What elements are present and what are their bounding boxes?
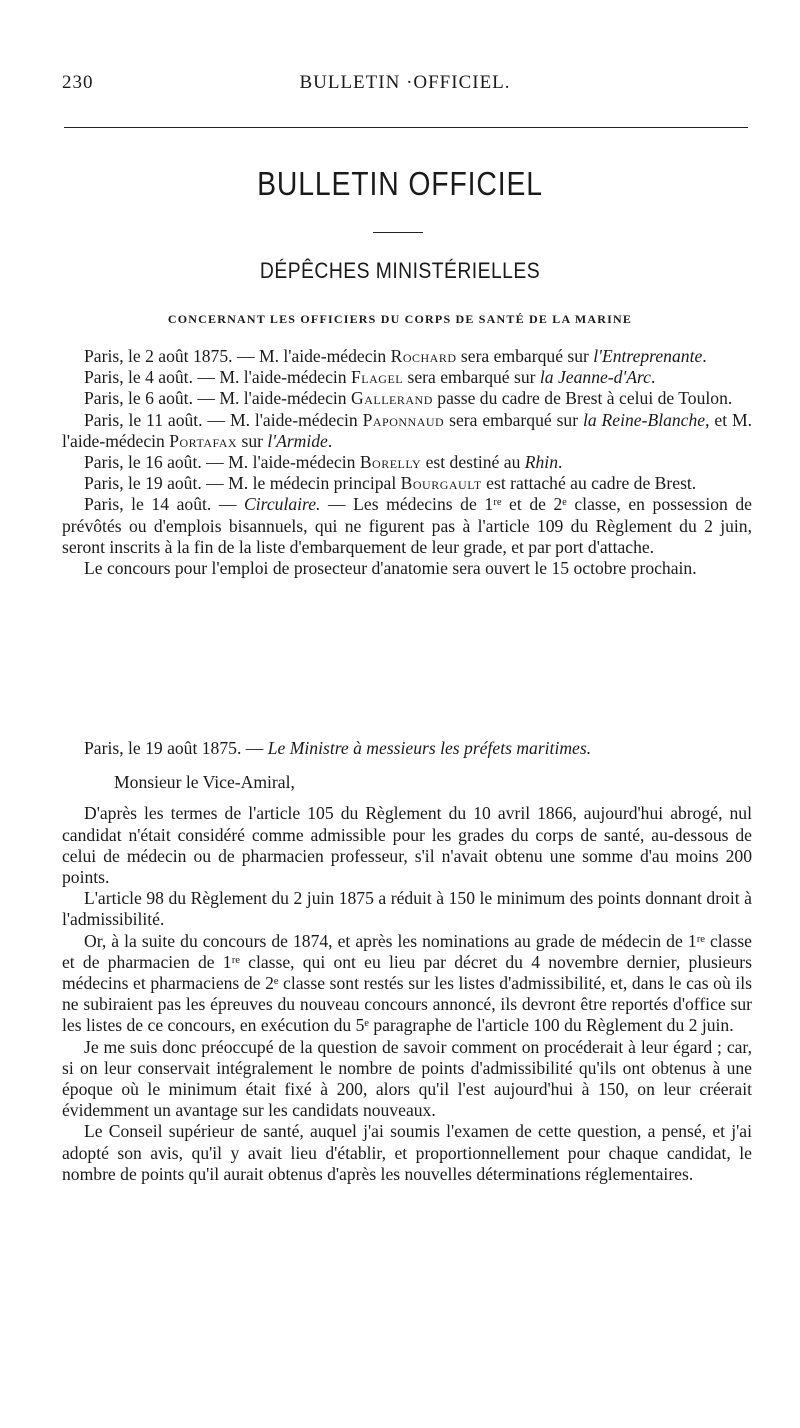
section-title: DÉPÊCHES MINISTÉRIELLES	[259, 258, 541, 283]
letter-salutation: Monsieur le Vice-Amiral,	[114, 772, 295, 793]
letter-paragraph: Le Conseil supérieur de santé, auquel j'ai soumis l'examen de cette question, a pensé, et j'ai adopté son avis, qu'il y avait lieu d'établir, et proportionnellement pour chaque candidat, le nombre de points qu'il aurait obtenus d'après les nouvelles déterminations réglementaires.	[62, 1121, 752, 1184]
person-name: Portafax	[169, 430, 238, 451]
dispatch-entry: Paris, le 11 août. — M. l'aide-médecin Paponnaud sera embarqué sur la Reine-Blanche, et M. l'aide-médecin Portafax sur l'Armide.	[62, 409, 753, 451]
ship-name: l'Entreprenante	[593, 346, 703, 366]
person-name: Paponnaud	[362, 409, 445, 430]
page-title: BULLETIN OFFICIEL	[257, 165, 543, 202]
circular-letter	[62, 738, 752, 1185]
letter-paragraph: Je me suis donc préoccupé de la question de savoir comment on procéderait à leur égard ; car, si on leur conservait intégralement le nombre de points d'admissibilité qu'ils ont obtenus à une époque où le minimum était fixé à 200, alors qu'il l'est aujourd'hui à 150, on leur créerait évidemment un avantage sur les candidats nouveaux.	[62, 1036, 752, 1121]
ship-name: Rhin	[524, 452, 558, 473]
person-name: Gallerand	[351, 388, 433, 409]
dispatch-entry: Paris, le 19 août. — M. le médecin principal Bourgault est rattaché au cadre de Brest.	[84, 473, 697, 494]
dispatch-entry: Paris, le 14 août. — Circulaire. — Les médecins de 1ʳᵉ et de 2ᵉ classe, en possession de prévôtés ou d'emplois bisannuels, qui ne figurent pas à l'article 109 du Règlement du 2 juin, seront inscrits à la fin de la liste d'embarquement de leur grade, et par port d'attache.	[62, 494, 752, 557]
header-rule	[64, 127, 748, 128]
person-name: Borelly	[359, 452, 422, 473]
circular-label: Circulaire.	[244, 494, 321, 515]
person-name: Flagel	[351, 367, 404, 388]
dispatch-entry: Paris, le 6 août. — M. l'aide-médecin Gallerand passe du cadre de Brest à celui de Toulon.	[84, 388, 733, 409]
dispatch-entry: Le concours pour l'emploi de prosecteur d'anatomie sera ouvert le 15 octobre prochain.	[84, 558, 697, 579]
dispatch-entry: Paris, le 4 août. — M. l'aide-médecin Flagel sera embarqué sur la Jeanne-d'Arc.	[84, 367, 656, 388]
person-name: Bourgault	[400, 473, 482, 494]
page-header	[62, 72, 748, 102]
letter-paragraph: L'article 98 du Règlement du 2 juin 1875 a réduit à 150 le minimum des points donnant droit à l'admissibilité.	[62, 888, 752, 930]
letter-paragraph: D'après les termes de l'article 105 du Règlement du 10 avril 1866, aujourd'hui abrogé, nul candidat n'était considéré comme admissible pour les grades du corps de santé, au-dessous de celui de médecin ou de pharmacien professeur, s'il n'avait obtenu une somme d'au moins 200 points.	[62, 803, 752, 888]
running-title: BULLETIN ·OFFICIEL.	[299, 72, 511, 93]
letter-paragraph: Or, à la suite du concours de 1874, et après les nominations au grade de médecin de 1ʳᵉ classe et de pharmacien de 1ʳᵉ classe, qui ont eu lieu par décret du 4 novembre dernier, plusieurs médecins et pharmaciens de 2ᵉ classe sont restés sur les listes d'admissibilité, et, dans le cas où ils ne subiraient pas les épreuves du nouveau concours annoncé, ils devront être reportés d'office sur les listes de ce concours, en exécution du 5ᵉ paragraphe de l'article 100 du Règlement du 2 juin.	[62, 930, 752, 1036]
dispatches-block	[62, 346, 752, 579]
dispatch-entry: Paris, le 2 août 1875. — M. l'aide-médecin Rochard sera embarqué sur l'Entreprenante.	[84, 346, 707, 366]
dispatch-entry: Paris, le 16 août. — M. l'aide-médecin Borelly est destiné au Rhin.	[84, 452, 563, 473]
ship-name: l'Armide	[267, 430, 328, 451]
title-rule	[373, 232, 423, 233]
page-number: 230	[62, 72, 94, 93]
letter-dateline: Paris, le 19 août 1875. — Le Ministre à messieurs les préfets maritimes.	[84, 738, 592, 758]
section-subtitle: CONCERNANT LES OFFICIERS DU CORPS DE SANTÉ DE LA MARINE	[167, 312, 633, 326]
ship-name: la Reine-Blanche	[582, 409, 706, 430]
person-name: Rochard	[390, 346, 457, 366]
letter-addressee: Le Ministre à messieurs les préfets maritimes.	[267, 738, 592, 758]
ship-name: la Jeanne-d'Arc	[539, 367, 651, 388]
